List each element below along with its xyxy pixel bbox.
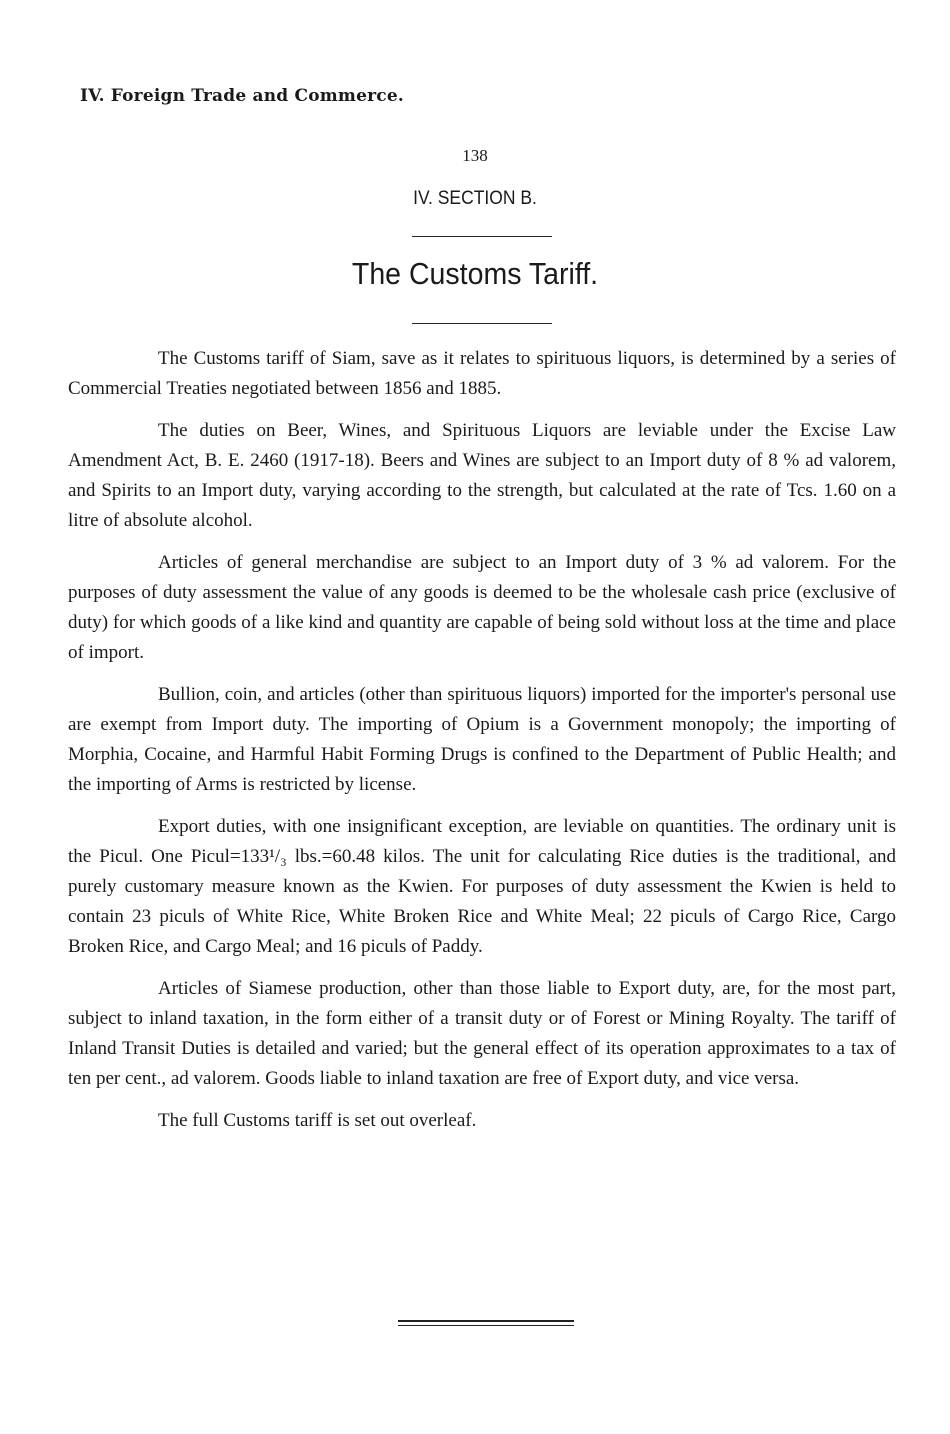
paragraph-general-merchandise: Articles of general merchandise are subject to an Import duty of 3 % ad valorem. For the purposes of duty assessment the value of any goods is deemed to be the wholesale cash price (exclusive of duty) for which goods of a like kind and quantity are capable of being sold without loss at the time and place of import. <box>68 552 896 663</box>
running-head: IV. Foreign Trade and Commerce. <box>80 86 404 106</box>
paragraph-liquor-duties: The duties on Beer, Wines, and Spirituous Liquors are leviable under the Excise Law Amendment Act, B. E. 2460 (1917-18). Beers and Wines are subject to an Import duty of 8 % ad valorem, and Spirits to an Import duty, varying according to the strength, but calculated at the rate of Tcs. 1.60 on a litre of absolute alcohol. <box>68 420 896 531</box>
paragraph-customs-treaties: The Customs tariff of Siam, save as it relates to spirituous liquors, is determined by a series of Commercial Treaties negotiated between 1856 and 1885. <box>68 348 896 399</box>
paragraph-export-duties: Export duties, with one insignificant exception, are leviable on quantities. The ordinary unit is the Picul. One Picul=133¹/₃ lbs.=60.48 kilos. The unit for calculating Rice duties is the traditional, and purely customary measure known as the Kwien. For purposes of duty assessment the Kwien is held to contain 23 piculs of White Rice, White Broken Rice and White Meal; 22 piculs of Cargo Rice, Cargo Broken Rice, and Cargo Meal; and 16 piculs of Paddy. <box>68 816 896 957</box>
paragraph-exemptions: Bullion, coin, and articles (other than spirituous liquors) imported for the importer's personal use are exempt from Import duty. The importing of Opium is a Government monopoly; the importing of Morphia, Cocaine, and Harmful Habit Forming Drugs is confined to the Department of Public Health; and the importing of Arms is restricted by license. <box>68 684 896 795</box>
page-title: The Customs Tariff. <box>351 256 599 291</box>
paragraph-overleaf-note: The full Customs tariff is set out overleaf. <box>158 1110 477 1131</box>
closing-rule-thin <box>398 1325 574 1326</box>
body-text <box>68 344 896 1148</box>
title-rule-top <box>412 236 552 237</box>
paragraph-inland-taxation: Articles of Siamese production, other than those liable to Export duty, are, for the most part, subject to inland taxation, in the form either of a transit duty or of Forest or Mining Royalty. The tariff of Inland Transit Duties is detailed and varied; but the general effect of its operation approximates to a tax of ten per cent., ad valorem. Goods liable to inland taxation are free of Export duty, and vice versa. <box>68 978 896 1089</box>
section-label: IV. SECTION B. <box>413 188 537 209</box>
closing-rule <box>398 1320 574 1322</box>
page-number: 138 <box>462 146 488 165</box>
title-rule-bottom <box>412 323 552 324</box>
